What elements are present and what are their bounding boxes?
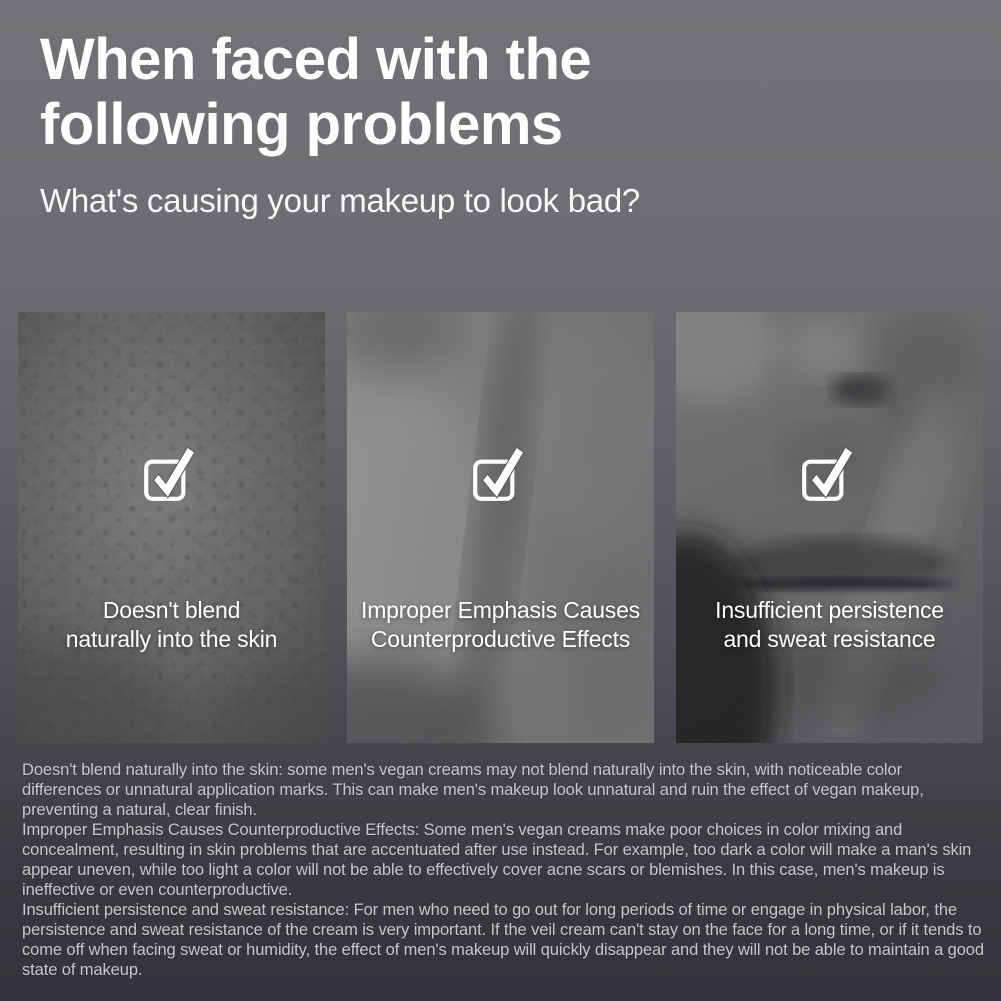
problem-panel-emphasis <box>347 312 654 743</box>
panel-caption-line-2: naturally into the skin <box>65 625 278 652</box>
panel-caption <box>676 596 983 654</box>
problem-descriptions <box>22 760 984 980</box>
panel-caption-line-1: Improper Emphasis Causes <box>361 597 640 623</box>
panel-caption <box>18 596 325 654</box>
checkbox-checked-icon <box>141 440 203 504</box>
page-subtitle: What's causing your makeup to look bad? <box>40 181 640 219</box>
skin-photo-lips <box>676 312 983 743</box>
panel-caption-line-1: Doesn't blend <box>102 597 241 623</box>
skin-photo-cheek <box>347 312 654 743</box>
problem-panels <box>18 312 983 743</box>
page-title-line-1: When faced with the <box>40 27 592 92</box>
problem-panel-pores <box>18 312 325 743</box>
description-paragraph-blend: Doesn't blend naturally into the skin: some men's vegan creams may not blend naturally into the skin, with noticeable color differences or unnatural application marks. This can make men's makeup look unnatural and ruin the effect of vegan makeup, preventing a natural, clear finish. <box>22 761 924 819</box>
checkbox-checked-icon <box>799 440 861 504</box>
panel-caption-line-2: Counterproductive Effects <box>370 625 631 652</box>
description-paragraph-persistence: Insufficient persistence and sweat resistance: For men who need to go out for long periods of time or engage in physical labor, the persistence and sweat resistance of the cream is very important. If the veil cream can't stay on the face for a long time, or if it tends to come off when facing sweat or humidity, the effect of men's makeup will quickly disappear and they will not be able to maintain a good state of makeup. <box>22 901 984 979</box>
panel-caption-line-2: and sweat resistance <box>723 625 936 652</box>
header <box>40 28 640 220</box>
description-paragraph-emphasis: Improper Emphasis Causes Counterproductive Effects: Some men's vegan creams make poor choices in color mixing and concealment, resulting in skin problems that are accentuated after use instead. For example, too dark a color will make a man's skin appear uneven, while too light a color will not be able to effectively cover acne scars or blemishes. In this case, men's makeup is ineffective or even counterproductive. <box>22 821 972 899</box>
page-title-line-2: following problems <box>40 91 563 157</box>
page-title <box>40 28 640 158</box>
problem-panel-persistence <box>676 312 983 743</box>
panel-caption <box>347 596 654 654</box>
checkbox-checked-icon <box>470 440 532 504</box>
skin-photo-pores <box>18 312 325 743</box>
panel-caption-line-1: Insufficient persistence <box>715 597 944 623</box>
